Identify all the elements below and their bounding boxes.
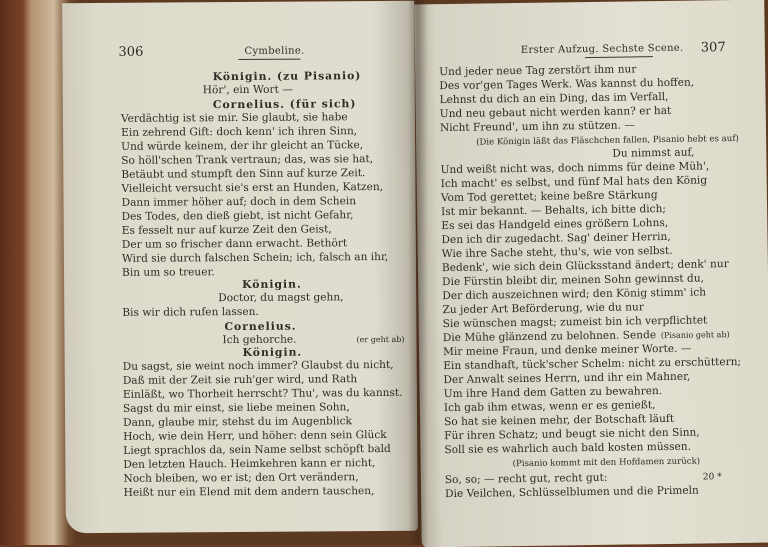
right-text-line: Lehnst du dich an ein Ding, das im Verfall, [439, 90, 669, 107]
right-text-line: Die Mühe glänzend zu belohnen. Sende [442, 329, 657, 345]
left-text-line: Bin um so treuer. [121, 266, 215, 279]
left-text-line: Ein zehrend Gift: doch kenn' ich ihren Sinn, [121, 125, 358, 139]
right-text-line: Ist mir bekannt. — Behalts, ich bitte dich; [441, 202, 667, 219]
right-text-line: Und neu gebaut nicht werden kann? er hat [439, 104, 672, 121]
right-text-line: Und weißt nicht was, doch nimms für deine Müh', [440, 160, 710, 177]
left-text-line: Des Todes, den dieß giebt, ist nicht Gefahr, [121, 209, 354, 223]
signature-mark: 20 * [702, 472, 722, 483]
right-text-line: Die Veilchen, Schlüsselblumen und die Primeln [444, 484, 699, 501]
right-page [414, 0, 768, 547]
left-text-line: Vielleicht versucht sie's erst an Hunden, Katzen, [121, 180, 384, 195]
left-text-line: Dann, glaube mir, stehst du im Augenblick [123, 415, 352, 429]
right-text-line: Nicht Freund', um ihn zu stützen. — [439, 119, 636, 135]
page-number-right: 307 [700, 40, 726, 56]
right-text-line: So, so; — recht gut, recht gut: [444, 471, 608, 487]
left-page [62, 1, 418, 533]
right-text-line: Ich macht' es selbst, und fünf Mal hats den König [440, 174, 708, 191]
right-text-line: Du nimmst auf, [612, 146, 695, 160]
running-head-left: Cymbeline. [244, 45, 305, 57]
left-text-line: Liegt sprachlos da, sein Name selbst schöpft bald [123, 442, 391, 457]
right-text-line: Um ihre Hand dem Gatten zu bewahren. [443, 385, 663, 401]
left-text-line: Cornelius. [224, 319, 297, 334]
left-text-line: Der um so frischer dann erwacht. Bethört [121, 237, 348, 251]
right-text-line: Die Fürstin bleibt dir, meinen Sohn gewinnst du, [442, 272, 705, 289]
right-text-line: Den ich dir zugedacht. Sag' deiner Herrin, [441, 230, 671, 247]
left-text-line: Einläßt, wo Thorheit herrscht? Thu', was du kannst. [122, 386, 403, 401]
left-text-line: Bis wir dich rufen lassen. [122, 305, 259, 319]
left-text-line: Den letzten Hauch. Heimkehren kann er nicht, [123, 457, 376, 471]
gutter-shadow [408, 0, 428, 545]
right-text-line: Es sei das Handgeld eines größern Lohns, [441, 216, 669, 233]
left-text-line: Verdächtig ist sie mir. Sie glaubt, sie habe [120, 111, 348, 125]
right-text-line: Vom Tod gerettet; keine beßre Stärkung [440, 189, 658, 205]
right-text-line: (Pisanio kommt mit den Hofdamen zurück) [512, 456, 701, 470]
right-text-line: Der Anwalt seines Herrn, und ihr ein Mahner, [443, 370, 691, 387]
left-text-line: Es fesselt nur auf kurze Zeit den Geist, [121, 223, 332, 237]
left-text-line: Doctor, du magst gehn, [218, 291, 344, 305]
right-text-line: Wie ihre Sache steht, thu's, wie von selbst. [441, 244, 673, 261]
right-text-line: Soll sie es wahrlich auch bald kosten müssen. [444, 440, 692, 457]
left-text-line: Sagst du mir einst, sie liebe meinen Sohn, [122, 401, 350, 415]
stage-direction-left: (er geht ab) [356, 334, 405, 345]
left-text-line: Daß mit der Zeit sie ruh'ger wird, und Rath [122, 373, 358, 387]
left-text-line: Wird sie durch falschen Schein; ich, falsch an ihr, [121, 250, 389, 265]
right-text-line: Zu jeder Art Beförderung, wie du nur [442, 301, 644, 317]
right-text-line: Ich gab ihm etwas, wenn er es genießt, [443, 399, 656, 415]
left-text-line: Heißt nur ein Elend mit dem andern tauschen, [123, 485, 375, 499]
page-number-left: 306 [118, 44, 144, 60]
left-text-line: Hör', ein Wort — [202, 83, 293, 97]
left-text-line: So höll'schen Trank vertraun; das, was sie hat, [121, 153, 374, 167]
header-rule-left [239, 59, 301, 60]
right-text-line: Für ihren Schatz; und beugt sie nicht den Sinn, [444, 426, 700, 443]
left-text-line: Königin. [242, 277, 302, 291]
left-text-line: Hoch, wie dein Herr, und höher: denn sein Glück [123, 428, 387, 443]
running-head-right: Erster Aufzug. Sechste Scene. [520, 42, 684, 56]
left-text-line: Ich gehorche. [222, 333, 297, 347]
left-text-line: Königin. [242, 345, 303, 359]
right-text-line: Ein standhaft, tück'scher Schelm: nicht zu erschüttern; [443, 355, 742, 373]
right-text-line: Bedenk', wie sich dein Glücksstand ändert; denk' nur [441, 258, 729, 275]
right-text-line: Mir meine Fraun, und denke meiner Worte. — [442, 342, 692, 359]
right-text-line: Des vor'gen Tages Werk. Was kannst du hoffen, [439, 76, 695, 93]
left-text-line: Betäubt und stumpft den Sinn auf kurze Zeit. [121, 167, 366, 181]
right-text-line: Sie wünschen magst; zumeist bin ich verpflichtet [442, 314, 708, 331]
left-text-line: Königin. (zu Pisanio) [212, 69, 362, 84]
stage-direction-right: (Pisanio geht ab) [660, 330, 730, 341]
right-text-line: Und jeder neue Tag zerstört ihm nur [439, 63, 637, 79]
right-text-line: (Die Königin läßt das Fläschchen fallen, Pisanio hebt es auf) [476, 133, 739, 148]
left-text-line: Noch bleiben, wo er ist; den Ort verändern, [123, 471, 359, 485]
left-text-line: Du sagst, sie weint noch immer? Glaubst du nicht, [122, 358, 394, 373]
right-text-line: So hat sie keinen mehr, der Botschaft läuft [443, 412, 675, 429]
header-rule-right [585, 56, 653, 58]
left-text-line: Cornelius. (für sich) [212, 97, 357, 112]
left-text-line: Und würde keinem, der ihr gleicht an Tücke, [121, 139, 364, 153]
right-text-line: Der dich auszeichnen wird; den König stimm' ich [442, 286, 707, 303]
left-text-line: Dann immer höher auf; doch in dem Schein [121, 195, 357, 209]
